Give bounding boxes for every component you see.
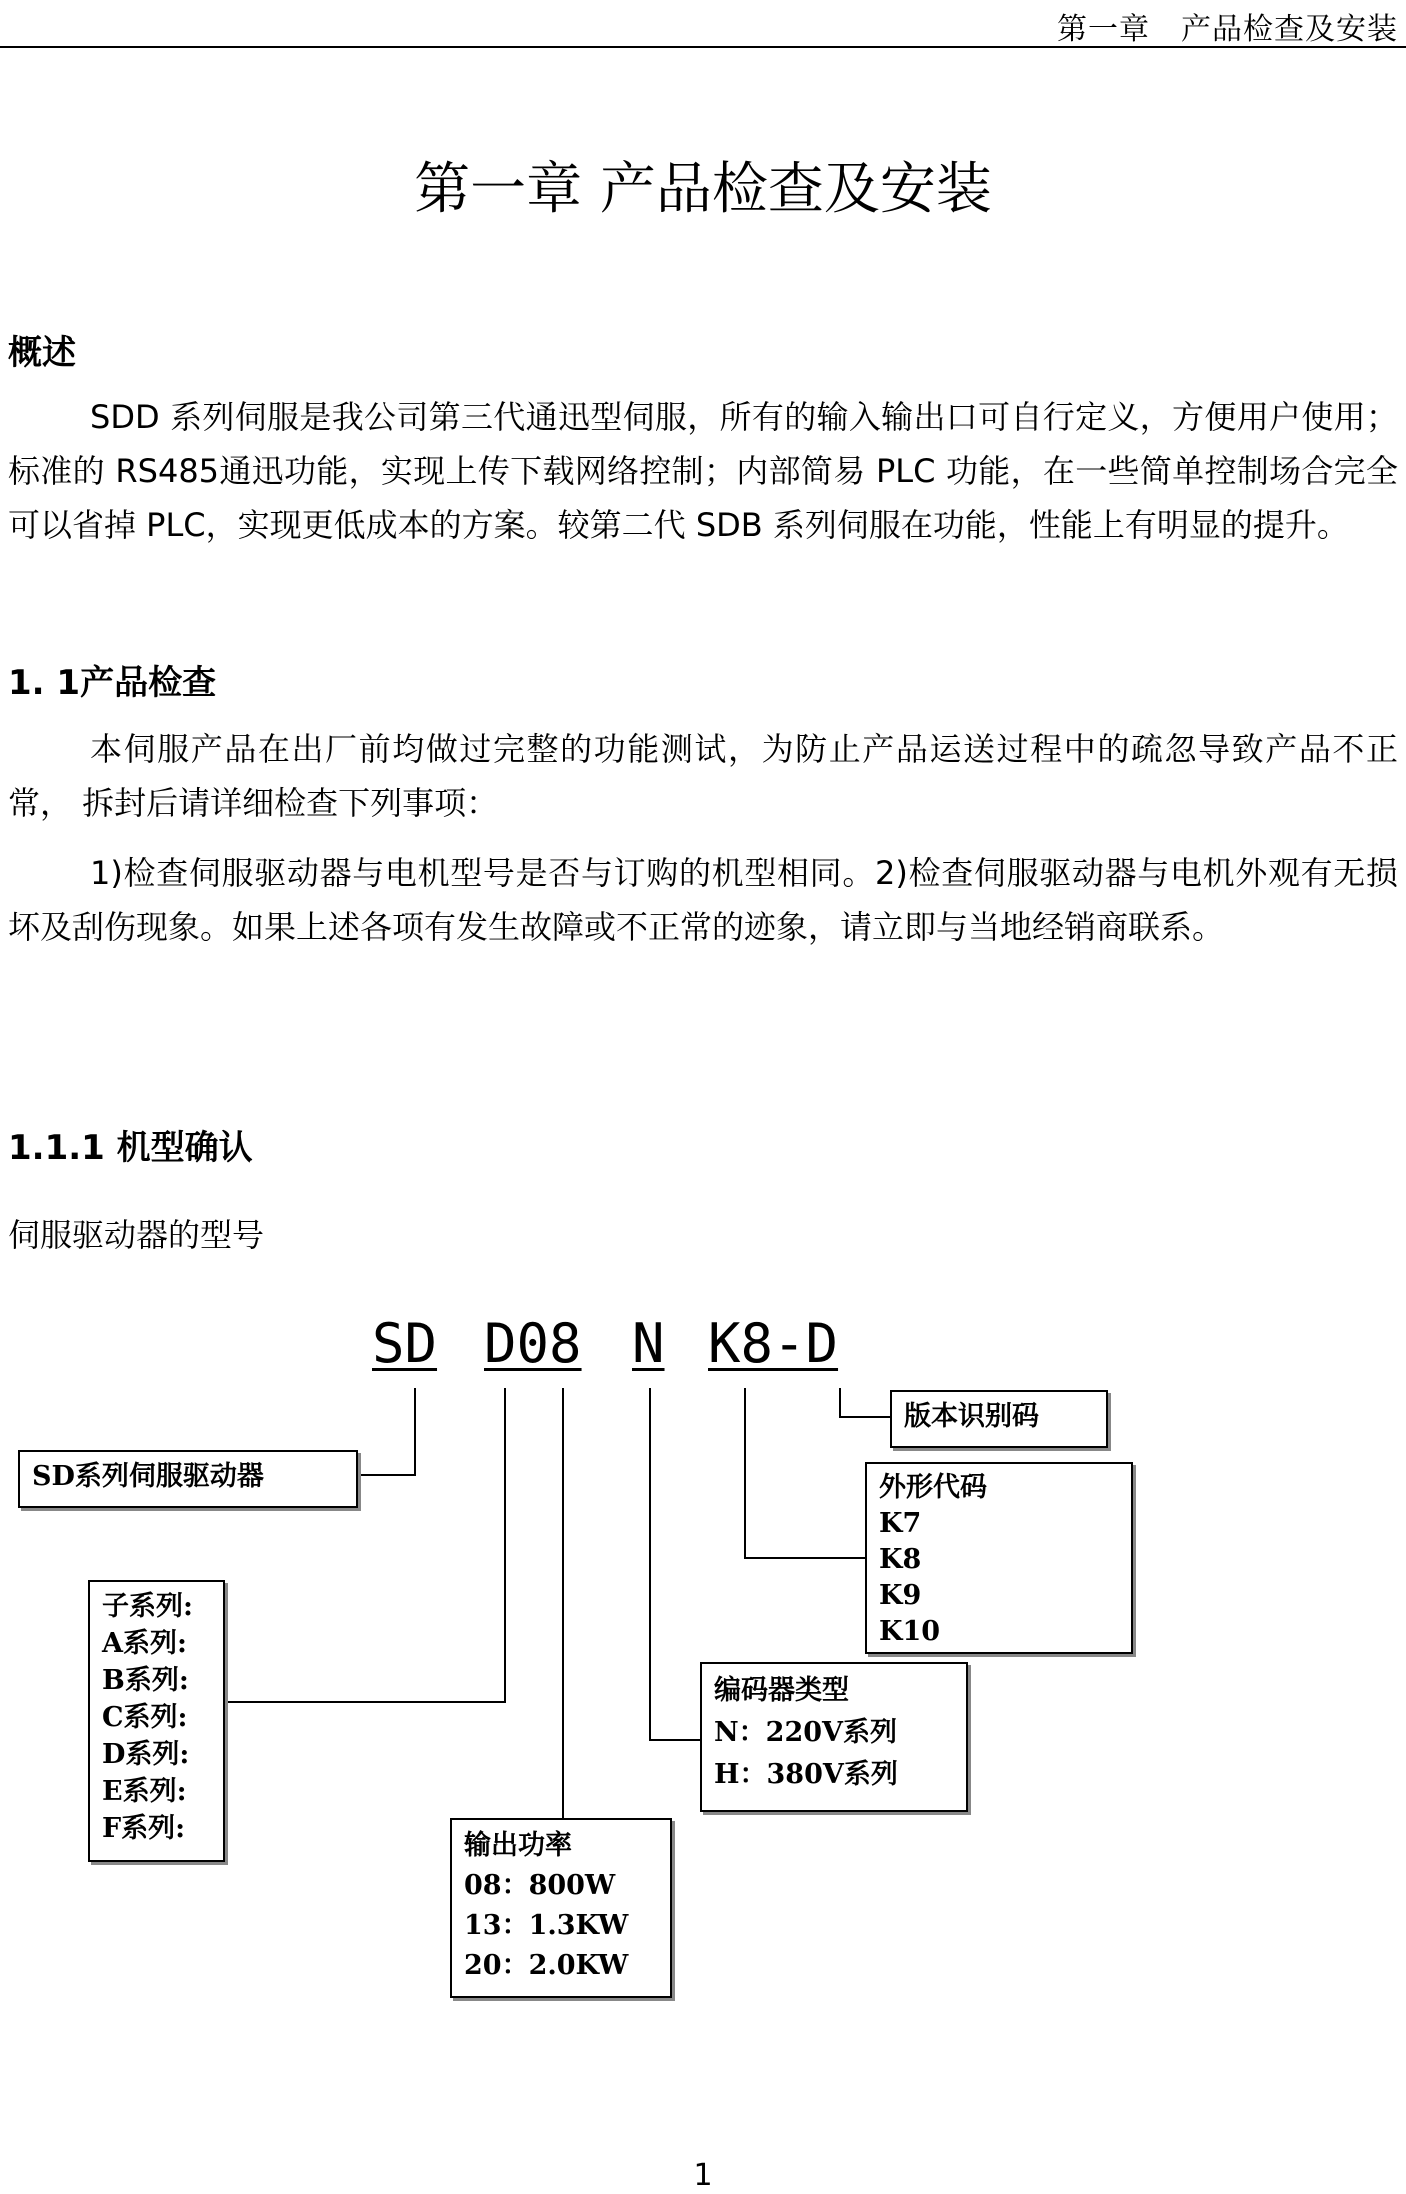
- output-power-box: [450, 1818, 672, 1998]
- connector-version: [840, 1388, 890, 1417]
- subseries-item: D系列:: [102, 1739, 190, 1770]
- version-code-box: [890, 1390, 1108, 1448]
- output-power-title: 输出功率: [464, 1830, 572, 1861]
- encoder-type-title: 编码器类型: [714, 1675, 849, 1706]
- overview-heading: 概述: [8, 333, 76, 373]
- shape-code-item: K7: [879, 1508, 922, 1539]
- output-power-item: 08：800W: [464, 1870, 616, 1901]
- version-code-line: 版本识别码: [904, 1401, 1039, 1432]
- shape-code-item: K9: [879, 1580, 922, 1611]
- series-box-line: SD系列伺服驱动器: [32, 1461, 264, 1492]
- section-1-1-heading: 1. 1产品检查: [8, 663, 217, 703]
- series-box: [18, 1450, 358, 1508]
- section-1-1-1-heading: 1.1.1 机型确认: [8, 1128, 253, 1168]
- output-power-item: 20：2.0KW: [464, 1950, 629, 1981]
- subseries-item: F系列:: [102, 1813, 186, 1844]
- shape-code-item: K10: [879, 1616, 941, 1647]
- page-number: 1: [693, 2158, 713, 2193]
- shape-code-box: [865, 1462, 1133, 1654]
- model-code-series: SD: [372, 1312, 438, 1375]
- model-number-diagram: [0, 1290, 1406, 2030]
- subseries-item: E系列:: [102, 1776, 187, 1807]
- running-header: [0, 0, 1406, 48]
- subseries-item: A系列:: [102, 1628, 187, 1659]
- subseries-item: B系列:: [102, 1665, 189, 1696]
- shape-code-item: K8: [879, 1544, 922, 1575]
- connector-encoder: [650, 1388, 700, 1740]
- section-1-1-paragraph-2: 1)检查伺服驱动器与电机型号是否与订购的机型相同。2)检查伺服驱动器与电机外观有无损坏及刮伤现象。如果上述各项有发生故障或不正常的迹象，请立即与当地经销商联系。: [8, 854, 1398, 946]
- encoder-type-box: [700, 1662, 968, 1812]
- model-caption: 伺服驱动器的型号: [8, 1216, 265, 1254]
- subseries-box: [88, 1580, 225, 1862]
- section-1-1-paragraph-1: 本伺服产品在出厂前均做过完整的功能测试，为防止产品运送过程中的疏忽导致产品不正常， 拆封后请详细检查下列事项：: [8, 730, 1398, 822]
- encoder-type-item: N：220V系列: [714, 1717, 897, 1748]
- subseries-title: 子系列:: [102, 1591, 193, 1622]
- model-code-subseries-power: D08: [484, 1312, 582, 1375]
- connector-shape: [745, 1388, 865, 1558]
- running-header-title: 第一章 产品检查及安装: [1057, 12, 1398, 47]
- shape-code-title: 外形代码: [879, 1472, 987, 1503]
- encoder-type-item: H：380V系列: [714, 1759, 898, 1790]
- subseries-item: C系列:: [102, 1702, 188, 1733]
- output-power-item: 13：1.3KW: [464, 1910, 629, 1941]
- model-code-encoder: N: [632, 1312, 665, 1375]
- model-code-shape-version: K8-D: [708, 1312, 839, 1375]
- chapter-title: 第一章 产品检查及安装: [414, 157, 992, 222]
- overview-paragraph: SDD 系列伺服是我公司第三代通迅型伺服，所有的输入输出口可自行定义，方便用户使用；标准的 RS485通迅功能，实现上传下载网络控制；内部简易 PLC 功能，在一些简单控制场合完全可以省掉 PLC，实现更低成本的方案。较第二代 SDB 系列伺服在功能，性能上有明显的提升。: [8, 398, 1398, 544]
- connector-series: [358, 1388, 415, 1475]
- connector-subseries: [225, 1388, 505, 1702]
